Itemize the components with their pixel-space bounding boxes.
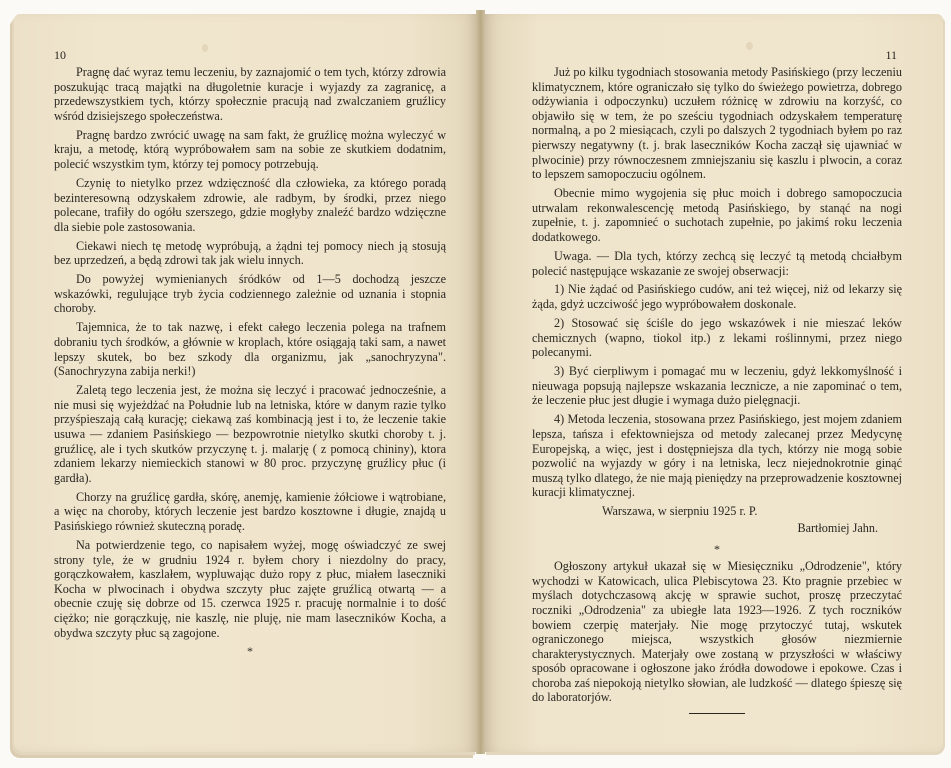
paragraph: Na potwierdzenie tego, co napisałem wyżej, mogę oświadczyć ze swej strony tyle, że w grudniu 1924 r. byłem chory i niezdolny do pracy, gorączkowałem, kaszlałem, wypluwając dużo ropy z płuc, miałem laseczniki Kocha w plwocinach i obydwa szczyty płuc zajęte gruźlicą otwartą — a obecnie czuję się dobrze od 15. czerwca 1925 r. pracuję normalnie i to dość ciężko; nie gorączkuję, nie kaszlę, nie pluję, nie mam laseczników Kocha, a obydwa szczyty płuc są zagojone. bbox=[54, 537, 446, 640]
paragraph: Tajemnica, że to tak nazwę, i efekt całego leczenia polega na trafnem dobraniu tych środków, a głównie w kroplach, które osiągają taki sam, a nawet lepszy skutek, bo bez szkody dla organizmu, jak „sanochryzyna". (Sanochryzyna zabija nerki!) bbox=[54, 320, 446, 379]
paragraph: Czynię to nietylko przez wdzięczność dla człowieka, za którego poradą bezinteresowną odzyskałem zdrowie, ale radbym, by środki, przez niego polecane, trafiły do ogółu szerszego, gdzie mogłyby znaleźć bardzo wdzięczne dla siebie pole zastosowania. bbox=[54, 175, 446, 234]
paragraph: Ciekawi niech tę metodę wypróbują, a żądni tej pomocy niech ją stosują bez uprzedzeń, a będą zdrowi tak jak wielu innych. bbox=[54, 238, 446, 268]
left-page bbox=[14, 14, 477, 752]
signature-place-date: Warszawa, w sierpniu 1925 r. P. bbox=[602, 504, 758, 519]
paragraph: Obecnie mimo wygojenia się płuc moich i dobrego samopoczucia utrwalam rekonwalescencję metodą Pasińskiego, by stanąć na nogi zupełnie, t. j. zapomnieć o suchotach zupełnie, po jakimś roku leczenia dodatkowego. bbox=[532, 186, 902, 244]
section-star: * bbox=[247, 644, 253, 659]
paragraph: 1) Nie żądać od Pasińskiego cudów, ani też więcej, niż od lekarzy się żąda, gdyż uczciwość jego wypróbowałem doskonale. bbox=[532, 282, 902, 312]
left-page-text bbox=[54, 65, 446, 662]
paragraph: Zaletą tego leczenia jest, że można się leczyć i pracować jednocześnie, a nie musi się wyjeżdżać na Południe lub na letniska, które w danym razie tylko przyśpieszają całą kurację; ciekawą zaś kombinacją jest i to, że leczenie takie usuwa — zdaniem Pasińskiego — bezpowrotnie nietylko skutki choroby t. j. gruźlicę, ale i tych skutków przyczynę t. j. malarję ( z pomocą chininy), ktora zdaniem lekarzy niemieckich stanowi w 80 proc. przyczynę gruźlicy płuc (i gardła). bbox=[54, 383, 446, 485]
paper-stain bbox=[202, 44, 208, 52]
paragraph: Pragnę dać wyraz temu leczeniu, by zaznajomić o tem tych, którzy zdrowia poszukując tracą majątki na długoletnie kuracje i wyjazdy za zagranicę, a przedewszystkiem tych, którzy społecznie pracują nad zwalczaniem gruźlicy wśród dzisiejszego społeczeństwa. bbox=[54, 65, 446, 123]
paragraph: 3) Być cierpliwym i pomagać mu w leczeniu, gdyż lekkomyślność i nieuwaga popsują najlepsze wskazania lecznicze, a nie zapominać o tem, że leczenie płuc jest długie i wymaga dużo pielęgnacji. bbox=[532, 364, 902, 408]
right-page-text bbox=[532, 65, 902, 714]
paragraph: 4) Metoda leczenia, stosowana przez Pasińskiego, jest mojem zdaniem lepsza, tańsza i efektowniejsza od metody zalecanej przez Medycynę Europejską, a więc, jest i dostępniejsza dla tych, którzy nie mogą sobie pozwolić na wyjazdy w góry i na letniska, lecz niejednokrotnie ginąć muszą tylko dlatego, że nie mają pieniędzy na przeprowadzenie kosztownej kuracji klimatycznej. bbox=[532, 412, 902, 500]
closing-rule bbox=[689, 713, 745, 714]
paragraph: Pragnę bardzo zwrócić uwagę na sam fakt, że gruźlicę można wyleczyć w kraju, a metodę, którą wypróbowałem sam na sobie ze skutkiem dodatnim, polecić wszystkim tym, którzy tej pomocy potrzebują. bbox=[54, 127, 446, 171]
paragraph: Już po kilku tygodniach stosowania metody Pasińskiego (przy leczeniu klimatycznem, które ograniczało się tylko do świeżego powietrza, dobrego odżywiania i odpoczynku) uczułem różnicę w zdrowiu na korzyść, co objawiło się w tem, że po sześciu tygodniach odzyskałem temperaturę normalną, a po 2 miesiącach, czyli po dalszych 2 tygodniach byłem po raz pierwszy negatywny (t. j. brak laseczników Kocha zaczął się ujawniać w plwocinie) przy równoczesnem zmniejszaniu się kaszlu i plwocin, a coraz to lepszem samopoczuciu ogólnem. bbox=[532, 65, 902, 182]
paper-stain bbox=[746, 42, 753, 50]
paragraph: Uwaga. — Dla tych, którzy zechcą się leczyć tą metodą chciałbym polecić następujące wskazanie ze swojej obserwacji: bbox=[532, 248, 902, 278]
right-page bbox=[484, 14, 943, 752]
signature-name: Bartłomiej Jahn. bbox=[797, 520, 878, 535]
paragraph: 2) Stosować się ściśle do jego wskazówek i nie mieszać leków chemicznych (wapno, tiokol itp.) z lekami roślinnymi, przez niego polecanymi. bbox=[532, 316, 902, 360]
page-number-right: 11 bbox=[885, 48, 897, 62]
paragraph: Do powyżej wymienianych śródków od 1—5 dochodzą jeszcze wskazówki, regulujące tryb życia codziennego zależnie od uznania i stopnia choroby. bbox=[54, 272, 446, 316]
page-number-left: 10 bbox=[54, 48, 66, 62]
section-star: * bbox=[714, 541, 720, 556]
closing-paragraph: Ogłoszony artykuł ukazał się w Miesięczniku „Odrodzenie", który wychodzi w Katowicach, ulica Plebiscytowa 23. Kto pragnie przebiec w myślach dotychczasową akcję w sprawie suchot, proszę przeczytać roczniki „Odrodzenia" za ubiegłe lata 1923—1926. Z tych roczników bowiem czerpię materjały. Nie mogę przytoczyć tutaj, wskutek ograniczonego miejsca, wszystkich głosów niezmiernie charakterystycznych. Materjały owe zostaną w przyszłości w właściwy sposób opracowane i ogłoszone jako źródła dowodowe i epokowe. Czas i choroba zaś niepokoją nietylko słowian, ale ludzkość — dlatego śpieszę się do laboratorjów. bbox=[532, 559, 902, 705]
paragraph: Chorzy na gruźlicę gardła, skórę, anemję, kamienie żółciowe i wątrobiane, a więc na choroby, których leczenie jest bardzo kosztowne i długie, znajdą u Pasińskiego również skuteczną poradę. bbox=[54, 489, 446, 533]
